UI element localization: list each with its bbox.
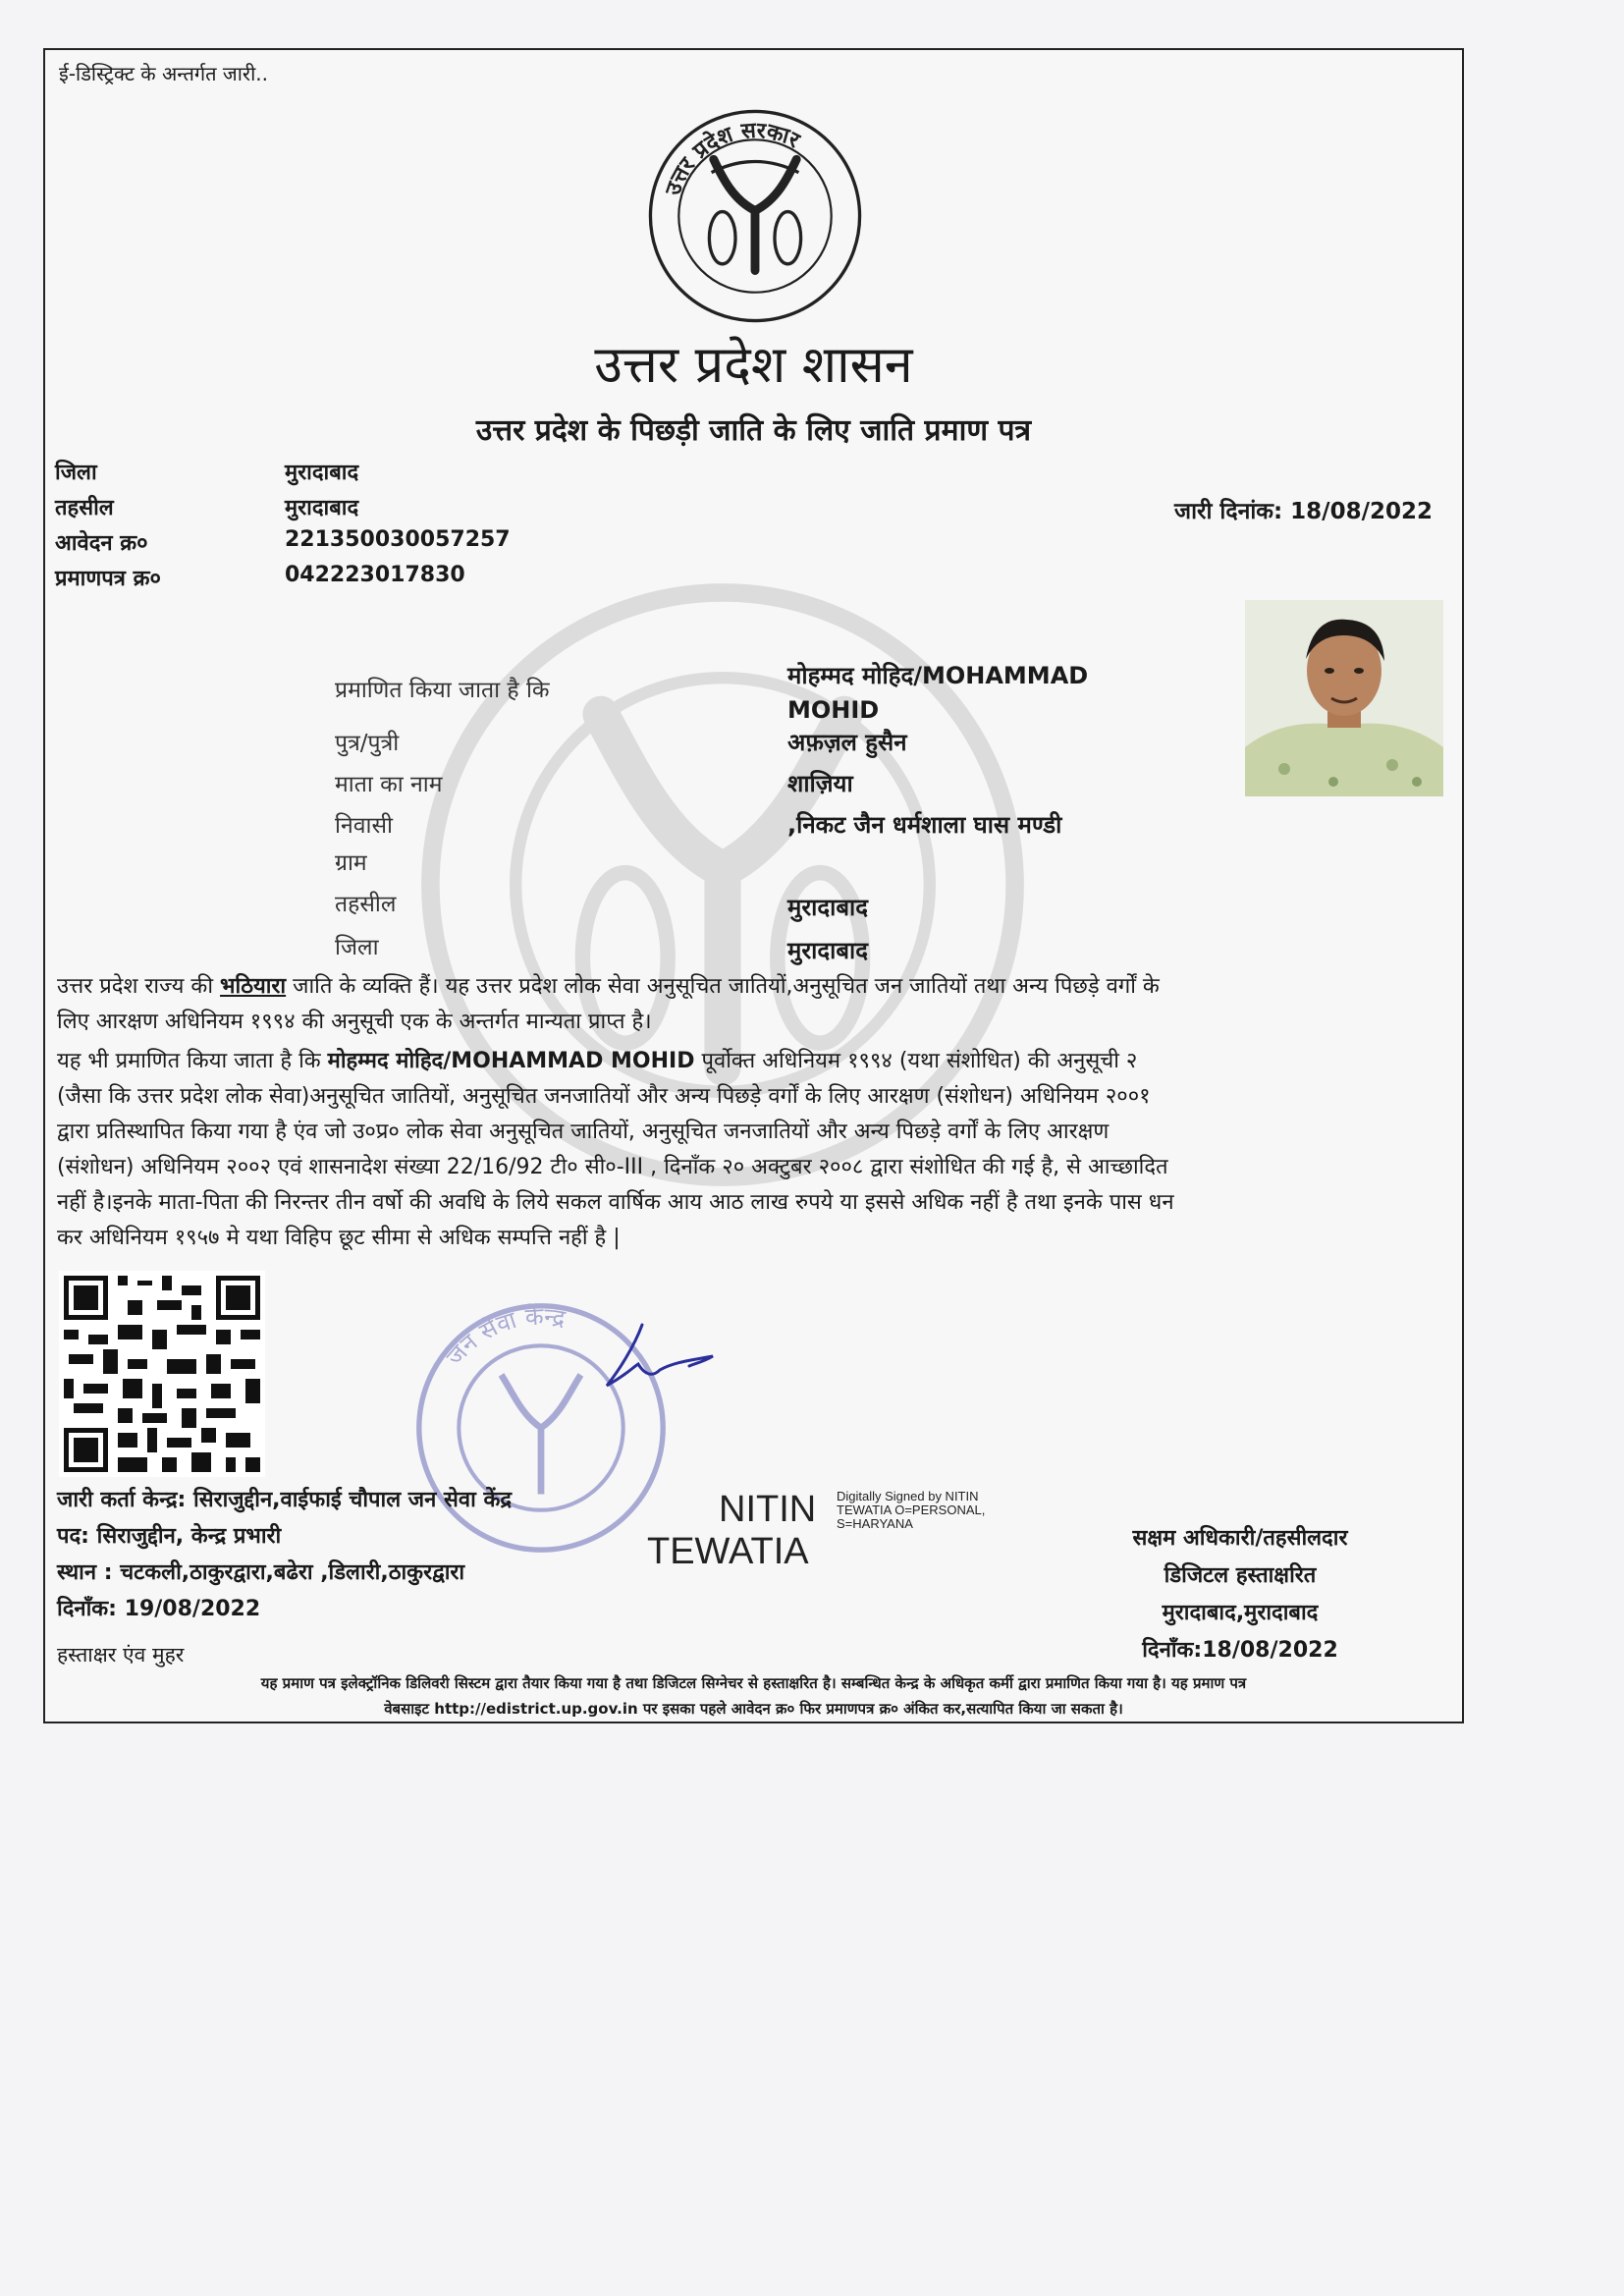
issue-date: जारी दिनांक: 18/08/2022 [1174, 499, 1433, 524]
application-number: 221350030057257 [285, 527, 511, 552]
issuer-date: दिनाँक: 19/08/2022 [57, 1597, 261, 1621]
para2-line3: द्वारा प्रतिस्थापित किया गया है एंव जो उ०प्र० लोक सेवा अनुसूचित जातियों, अनुसूचित जनजातियों और अन्य पिछड़े वर्गों के लिए आरक्षण [57, 1120, 1110, 1144]
resident-value: ,निकट जैन धर्मशाला घास मण्डी [787, 811, 1062, 839]
footer-line2: वेबसाइट http://edistrict.up.gov.in पर इसका पहले आवेदन क्र० फिर प्रमाणपत्र क्र० अंकित कर,सत्यापित किया जा सकता है। [384, 1700, 1123, 1718]
up-state-emblem-icon [646, 107, 864, 325]
applicant-photo-icon [1245, 600, 1443, 796]
district-field-value: मुरादाबाद [787, 937, 869, 964]
holder-name-line2: MOHID [787, 696, 880, 724]
digital-signer-first-name: NITIN [719, 1489, 817, 1530]
handwritten-signature-icon [595, 1317, 742, 1395]
para2-text-b: पूर्वोक्त अधिनियम १९९४ (यथा संशोधित) की अनुसूची २ [694, 1049, 1138, 1073]
dsig-detail-line1: Digitally Signed by NITIN [837, 1489, 979, 1503]
certificate-number-label: प्रमाणपत्र क्र० [55, 567, 161, 591]
officer-designation: सक्षम अधिकारी/तहसीलदार [1132, 1526, 1348, 1551]
issuer-place: स्थान : चटकली,ठाकुरद्वारा,बढेरा ,डिलारी,ठाकुरद्वारा [57, 1560, 465, 1585]
district-label: जिला [55, 461, 97, 485]
emblem-seal-text: उत्तर प्रदेश सरकार [660, 117, 804, 199]
dsig-detail-line2: TEWATIA O=PERSONAL, [837, 1503, 986, 1517]
certification-paragraph [57, 1044, 1451, 1256]
para2-holder-name: मोहम्मद मोहिद/MOHAMMAD MOHID [327, 1049, 695, 1073]
certify-label: प्रमाणित किया जाता है कि [335, 678, 550, 703]
application-label: आवेदन क्र० [55, 531, 148, 556]
certificate-subtitle: उत्तर प्रदेश के पिछड़ी जाति के लिए जाति प्रमाण पत्र [475, 413, 1032, 448]
officer-signed: डिजिटल हस्ताक्षरित [1164, 1563, 1317, 1588]
officer-date: दिनाँक:18/08/2022 [1142, 1638, 1338, 1663]
parent-value: अफ़ज़ल हुसैन [787, 729, 907, 756]
certificate [43, 48, 1464, 1723]
issuer-post: पद: सिराजुद्दीन, केन्द्र प्रभारी [57, 1524, 282, 1549]
para2-text-a: यह भी प्रमाणित किया जाता है कि [57, 1049, 328, 1073]
page-title: उत्तर प्रदेश शासन [594, 336, 913, 395]
signature-seal-label: हस्ताक्षर एंव मुहर [57, 1643, 185, 1667]
resident-label: निवासी [335, 813, 393, 839]
para1-text-b: जाति के व्यक्ति हैं। यह उत्तर प्रदेश लोक सेवा अनुसूचित जातियों,अनुसूचित जन जातियों तथा अन्य पिछड़े वर्गों के [286, 974, 1160, 999]
caste-name: भठियारा [220, 974, 287, 999]
tehsil-value: मुरादाबाद [285, 496, 359, 520]
certificate-number: 042223017830 [285, 563, 465, 587]
svg-text:जन सेवा केन्द्र [440, 1301, 568, 1371]
para2-line5: नहीं है।इनके माता-पिता की निरन्तर तीन वर्षो की अवधि के लिये सकल वार्षिक आय आठ लाख रुपये या इससे अधिक नहीं है तथा इनके पास धन [57, 1190, 1174, 1215]
caste-paragraph [57, 969, 1451, 1040]
tehsil-field-label: तहसील [335, 892, 397, 917]
village-label: ग्राम [335, 850, 367, 876]
issuer-center: जारी कर्ता केन्द्र: सिराजुद्दीन,वाईफाई चौपाल जन सेवा केंद्र [57, 1488, 513, 1512]
digital-signer-last-name: TEWATIA [647, 1531, 809, 1572]
para2-line6: कर अधिनियम १९५७ मे यथा विहिप छूट सीमा से अधिक सम्पत्ति नहीं है | [57, 1226, 621, 1250]
para2-line2: (जैसा कि उत्तर प्रदेश लोक सेवा)अनुसूचित जातियों, अनुसूचित जनजातियों और अन्य पिछड़े वर्गों के लिए आरक्षण (संशोधन) अधिनियम २००१ [57, 1084, 1151, 1109]
para2-line4: (संशोधन) अधिनियम २००२ एवं शासनादेश संख्या 22/16/92 टी० सी०-III , दिनाँक २० अक्टुबर २००८ द्वारा संशोधित की गई है, से आच्छादित [57, 1155, 1168, 1179]
holder-name-line1: मोहम्मद मोहिद/MOHAMMAD [787, 662, 1089, 689]
stamp-text: जन सेवा केन्द्र [440, 1301, 568, 1371]
district-value: मुरादाबाद [285, 461, 359, 485]
parent-label: पुत्र/पुत्री [335, 731, 400, 756]
verification-footer [45, 1670, 1462, 1722]
qr-code-icon [59, 1271, 265, 1477]
district-field-label: जिला [335, 935, 379, 960]
footer-line1: यह प्रमाण पत्र इलेक्ट्रॉनिक डिलिवरी सिस्टम द्वारा तैयार किया गया है तथा डिजिटल सिग्नेचर से हस्ताक्षरित है। सम्बन्धित केन्द्र के अधिकृत कर्मी द्वारा प्रमाणित किया गया है। यह प्रमाण पत्र [260, 1674, 1247, 1692]
mother-value: शाज़िया [787, 770, 853, 797]
officer-place: मुरादाबाद,मुरादाबाद [1162, 1601, 1319, 1625]
tehsil-label: तहसील [55, 496, 114, 520]
header-note: ई-डिस्ट्रिक्ट के अन्तर्गत जारी.. [59, 62, 268, 85]
para1-line2: लिए आरक्षण अधिनियम १९९४ की अनुसूची एक के अन्तर्गत मान्यता प्राप्त है। [57, 1010, 652, 1034]
digital-signature-details [837, 1490, 985, 1531]
tehsil-field-value: मुरादाबाद [787, 894, 869, 921]
para1-text-a: उत्तर प्रदेश राज्य की [57, 974, 221, 999]
dsig-detail-line3: S=HARYANA [837, 1516, 913, 1531]
mother-label: माता का नाम [335, 772, 443, 797]
